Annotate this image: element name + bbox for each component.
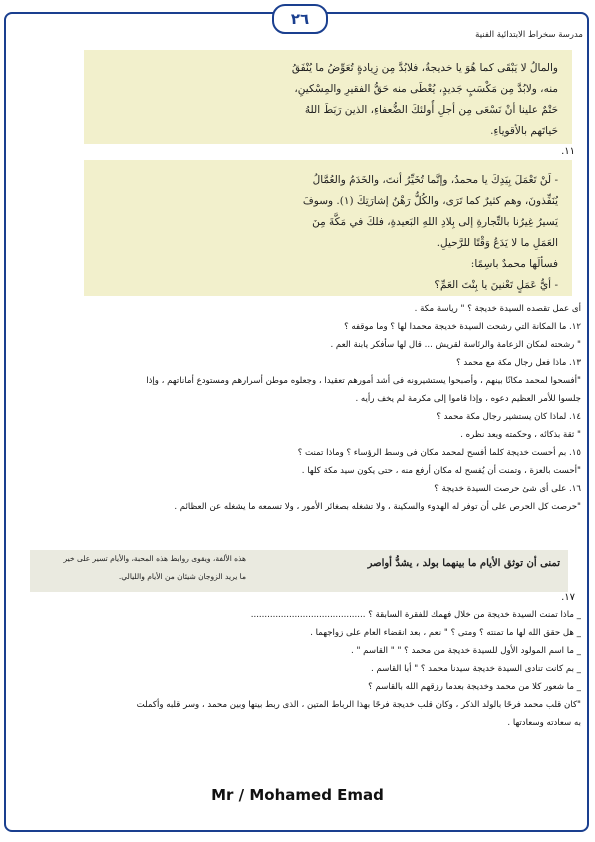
qa-line: به سعادته وسعادتها . (507, 718, 581, 728)
passage-line: فسألَها محمدٌ باسِمًا: (470, 258, 558, 270)
passage-line: حَتْمٌ علينا أنْ نَسْعَى مِن أجلِ أُولئكَ الضُّعفاءِ، الذين رَبَطَ اللهُ (304, 104, 558, 116)
qa-line: "أحست بالعزة ، وتمنت أن يُفسح له مكان أرفع منه ، حتى يكون سيد مكة كلها . (301, 466, 581, 476)
banner-line: هذه الألفة، ويقوى روابط هذه المحبة، والأيام تسير على خير (63, 554, 246, 563)
passage-line: - لَنْ تَعْمَلَ بِيَدِكَ يا محمدُ، وإنَّما تُخَيِّرُ أنتَ، والخَدَمُ والعُمَّالُ (312, 174, 558, 186)
qa-line: _ ماذا تمنت السيدة خديجة من خلال فهمك للفقرة السابقة ؟ .......................................... (250, 610, 581, 620)
passage-line: منه، ولابُدَّ مِن مَكْسَبٍ جَديدٍ، يُعْطَى منه حَقُّ الفقيرِ والمِسْكينِ، (294, 83, 558, 95)
page-number: ٢٦ (272, 4, 328, 34)
qa-line: أى عمل تقصده السيدة خديجة ؟ " رياسة مكة . (414, 304, 581, 314)
question-number-17: ١٧. (561, 592, 575, 603)
passage-line: يَسيرُ غِيرُنا بالتِّجارةِ إلى بِلادِ اللهِ البَعيدةِ، فلكَ في مَكَّةَ مِنَ (312, 216, 558, 228)
qa-line: ١٣. ماذا فعل رجال مكة مع محمد ؟ (456, 358, 581, 368)
qa-line: _ ما اسم المولود الأول للسيدة خديجة من محمد ؟ " " القاسم " . (351, 646, 581, 656)
banner-line: ما يريد الزوجان شيئان من الأيام والليالي. (118, 572, 246, 581)
qa-line: جلسوا للأمر العظيم دعوه ، وإذا قاموا إلى مكرمة لم يخف رأيه . (355, 394, 581, 404)
qa-line: _ ما شعور كلا من محمد وخديجة بعدما رزقهم الله بالقاسم ؟ (368, 682, 581, 692)
qa-line: ١٥. بم أحست خديجة كلما أفسح لمحمد مكان فى وسط الرؤساء ؟ وماذا تمنت ؟ (297, 448, 581, 458)
qa-line: "حرصت كل الحرص على أن توفر له الهدوء والسكينة ، ولا تشغله بصغائر الأمور ، ولا تسمعه ما يشغله عن العظائم . (174, 502, 581, 512)
qa-line: ١٢. ما المكانة التي رشحت السيدة خديجة محمدا لها ؟ وما موقفه ؟ (344, 322, 581, 332)
quote-banner (30, 550, 568, 592)
qa-line: "أفسحوا لمحمد مكانًا بينهم ، وأصبحوا يستشيرونه فى أشد أمورهم تعقيدا ، وجعلوه موطن أسرارهم ومستودع أماناتهم ، وإذا (146, 376, 581, 386)
school-name: مدرسة سخراط الابتدائية الفنية (475, 30, 583, 40)
passage-box-1 (84, 50, 572, 144)
qa-line: ١٤. لماذا كان يستشير رجال مكة محمد ؟ (436, 412, 581, 422)
qa-line: "كان قلب محمد فرحًا بالولد الذكر ، وكان قلب خديجة فرحًا بهذا الرباط المتين ، الذى ربط بينها وبين محمد ، وسر قلبه وأكملت (136, 700, 581, 710)
passage-box-2 (84, 160, 572, 296)
passage-line: - أيُّ عَمَلٍ تَعْنينَ يا بِنْتَ العَمِّ؟ (434, 279, 558, 291)
qa-line: _ بم كانت تنادى السيدة خديجة سيدنا محمد ؟ " أبا القاسم . (370, 664, 581, 674)
author-signature: Mr / Mohamed Emad (211, 786, 384, 804)
qa-line: _ هل حقق الله لها ما تمنته ؟ ومتى ؟ " نعم ، بعد انقضاء العام على زواجهما . (310, 628, 581, 638)
qa-line: " ثقة بذكائه ، وحكمته وبعد نظره . (460, 430, 581, 440)
qa-block-2 (16, 606, 581, 732)
passage-line: يُنَفِّذونَ، وهم كثيرٌ كما تَرَى، والكُلُّ رَهْنُ إشارَتِكَ (١). وسوفَ (302, 195, 558, 207)
banner-heading: تمنى أن توثق الأيام ما بينهما بولد ، يشدُّ أواصر (367, 558, 560, 569)
passage-line: العَمَلِ ما لا يَدَعُ وَقْتًا للرَّحيلِ. (436, 237, 558, 249)
passage-line: حَياتَهم بالأقوياءِ. (490, 125, 558, 137)
qa-line: " رشحته لمكان الزعامة والرئاسة لقريش ... قال لها سأفكر يابنة العم . (330, 340, 581, 350)
question-number-11: ١١. (561, 146, 575, 157)
qa-line: ١٦. على أى شئ حرصت السيدة خديجة ؟ (434, 484, 581, 494)
passage-line: والمالُ لا يَبْقَى كما هُوَ يا خديجةُ، فلابُدَّ مِن زِيادةٍ تُعَوِّضُ ما يُنْفَقُ (291, 62, 558, 74)
qa-block-1 (16, 300, 581, 516)
